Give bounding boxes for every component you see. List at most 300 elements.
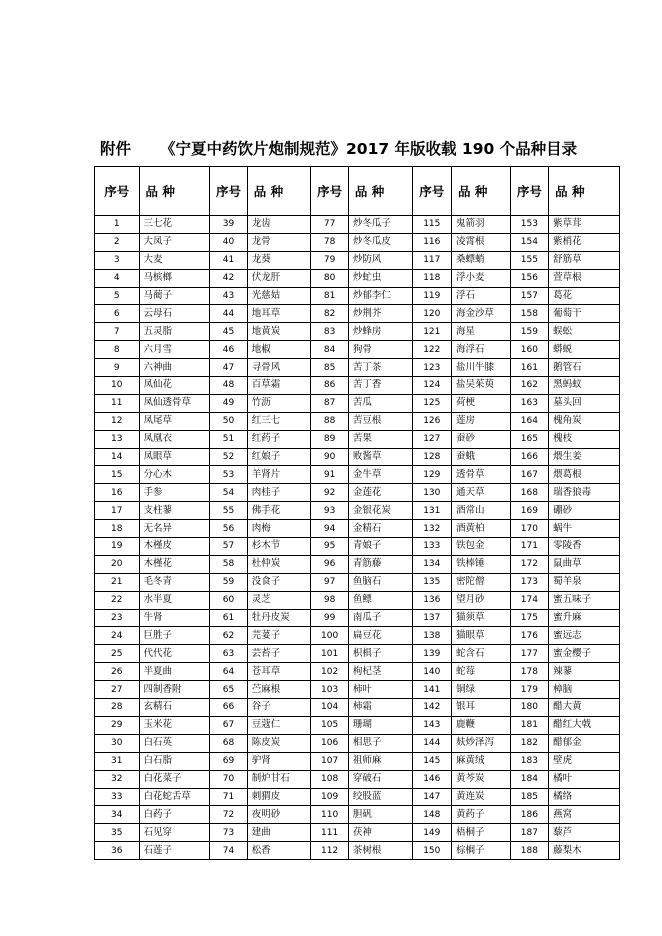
row-number: 69 — [210, 752, 247, 770]
row-number: 60 — [210, 591, 247, 609]
row-number: 103 — [311, 681, 348, 699]
row-number: 13 — [95, 430, 140, 448]
variety-name: 巨胜子 — [139, 627, 210, 645]
row-number: 67 — [210, 716, 247, 734]
table-row — [95, 699, 620, 717]
variety-name: 没食子 — [247, 573, 311, 591]
variety-name: 苎麻根 — [247, 681, 311, 699]
row-number: 33 — [95, 788, 140, 806]
table-row — [95, 466, 620, 484]
row-number: 36 — [95, 842, 140, 860]
row-number: 29 — [95, 716, 140, 734]
table-row — [95, 412, 620, 430]
row-number: 62 — [210, 627, 247, 645]
variety-name: 玉米花 — [139, 716, 210, 734]
row-number: 119 — [412, 287, 451, 305]
variety-name: 灵芝 — [247, 591, 311, 609]
row-number: 173 — [510, 573, 548, 591]
row-number: 112 — [311, 842, 348, 860]
variety-name: 黄药子 — [452, 806, 511, 824]
table-row — [95, 645, 620, 663]
variety-name: 石莲子 — [139, 842, 210, 860]
variety-name: 铜绿 — [452, 681, 511, 699]
row-number: 155 — [510, 251, 548, 269]
variety-name: 海星 — [452, 323, 511, 341]
row-number: 150 — [412, 842, 451, 860]
row-number: 171 — [510, 538, 548, 556]
row-number: 175 — [510, 609, 548, 627]
table-row — [95, 788, 620, 806]
variety-name: 马蔺子 — [139, 287, 210, 305]
row-number: 153 — [510, 216, 548, 234]
row-number: 66 — [210, 699, 247, 717]
row-number: 188 — [510, 842, 548, 860]
variety-name: 木槿花 — [139, 555, 210, 573]
row-number: 132 — [412, 520, 451, 538]
row-number: 31 — [95, 752, 140, 770]
variety-name: 醋大黄 — [549, 699, 620, 717]
variety-name: 蚕砂 — [452, 430, 511, 448]
variety-name: 鱼鳔 — [348, 591, 412, 609]
variety-name: 葡萄干 — [549, 305, 620, 323]
row-number: 133 — [412, 538, 451, 556]
variety-name: 蜜升麻 — [549, 609, 620, 627]
variety-name: 酒常山 — [452, 502, 511, 520]
row-number: 184 — [510, 770, 548, 788]
row-number: 3 — [95, 251, 140, 269]
variety-name: 橘叶 — [549, 770, 620, 788]
row-number: 44 — [210, 305, 247, 323]
variety-name: 芸苔子 — [247, 645, 311, 663]
row-number: 98 — [311, 591, 348, 609]
row-number: 88 — [311, 412, 348, 430]
variety-name: 石见穿 — [139, 824, 210, 842]
variety-name: 地黄炭 — [247, 323, 311, 341]
table-row — [95, 269, 620, 287]
table-row — [95, 716, 620, 734]
variety-name: 龙齿 — [247, 216, 311, 234]
row-number: 16 — [95, 484, 140, 502]
variety-name: 苦豆根 — [348, 412, 412, 430]
row-number: 28 — [95, 699, 140, 717]
variety-name: 竹沥 — [247, 394, 311, 412]
table-row — [95, 824, 620, 842]
row-number: 65 — [210, 681, 247, 699]
row-number: 39 — [210, 216, 247, 234]
variety-name: 佛手花 — [247, 502, 311, 520]
row-number: 17 — [95, 502, 140, 520]
variety-name: 蜜五味子 — [549, 591, 620, 609]
row-number: 32 — [95, 770, 140, 788]
row-number: 26 — [95, 663, 140, 681]
row-number: 124 — [412, 377, 451, 395]
variety-name: 寻骨风 — [247, 359, 311, 377]
variety-name: 盐吴茱萸 — [452, 377, 511, 395]
variety-name: 制炉甘石 — [247, 770, 311, 788]
variety-name: 红药子 — [247, 430, 311, 448]
variety-name: 凤尾草 — [139, 412, 210, 430]
variety-name: 瑞香狼毒 — [549, 484, 620, 502]
variety-name: 白石脂 — [139, 752, 210, 770]
table-row — [95, 806, 620, 824]
variety-name: 金银花炭 — [348, 502, 412, 520]
variety-name: 刺猬皮 — [247, 788, 311, 806]
title-main: 《宁夏中药饮片炮制规范》2017 年版收载 190 个品种目录 — [160, 140, 578, 158]
catalog-table — [94, 166, 620, 860]
table-row — [95, 663, 620, 681]
variety-name: 樟脑 — [549, 681, 620, 699]
row-number: 50 — [210, 412, 247, 430]
row-number: 100 — [311, 627, 348, 645]
variety-name: 青筋藤 — [348, 555, 412, 573]
variety-name: 伏龙肝 — [247, 269, 311, 287]
table-row — [95, 573, 620, 591]
variety-name: 败酱草 — [348, 448, 412, 466]
table-row — [95, 770, 620, 788]
row-number: 181 — [510, 716, 548, 734]
row-number: 138 — [412, 627, 451, 645]
variety-name: 手参 — [139, 484, 210, 502]
variety-name: 地耳草 — [247, 305, 311, 323]
table-row — [95, 394, 620, 412]
variety-name: 鹿鞭 — [452, 716, 511, 734]
row-number: 43 — [210, 287, 247, 305]
variety-name: 地椒 — [247, 341, 311, 359]
variety-name: 相思子 — [348, 734, 412, 752]
row-number: 4 — [95, 269, 140, 287]
row-number: 159 — [510, 323, 548, 341]
variety-name: 铁包金 — [452, 538, 511, 556]
variety-name: 煨葛根 — [549, 466, 620, 484]
variety-name: 红三七 — [247, 412, 311, 430]
row-number: 20 — [95, 555, 140, 573]
variety-name: 扁豆花 — [348, 627, 412, 645]
table-row — [95, 430, 620, 448]
variety-name: 猫眼草 — [452, 627, 511, 645]
row-number: 64 — [210, 663, 247, 681]
variety-name: 分心木 — [139, 466, 210, 484]
variety-name: 莲房 — [452, 412, 511, 430]
row-number: 21 — [95, 573, 140, 591]
row-number: 5 — [95, 287, 140, 305]
table-row — [95, 609, 620, 627]
row-number: 168 — [510, 484, 548, 502]
variety-name: 梧桐子 — [452, 824, 511, 842]
row-number: 178 — [510, 663, 548, 681]
variety-name: 荷梗 — [452, 394, 511, 412]
row-number: 163 — [510, 394, 548, 412]
variety-name: 黄芩炭 — [452, 770, 511, 788]
row-number: 72 — [210, 806, 247, 824]
row-number: 180 — [510, 699, 548, 717]
table-row — [95, 591, 620, 609]
variety-name: 葛花 — [549, 287, 620, 305]
row-number: 134 — [412, 555, 451, 573]
table-header-row — [95, 167, 620, 216]
variety-name: 马槟榔 — [139, 269, 210, 287]
row-number: 52 — [210, 448, 247, 466]
variety-name: 胆矾 — [348, 806, 412, 824]
row-number: 90 — [311, 448, 348, 466]
variety-name: 茯神 — [348, 824, 412, 842]
header-name: 品 种 — [348, 167, 412, 216]
variety-name: 苍耳草 — [247, 663, 311, 681]
variety-name: 白石英 — [139, 734, 210, 752]
row-number: 71 — [210, 788, 247, 806]
document-title — [100, 136, 620, 162]
row-number: 122 — [412, 341, 451, 359]
row-number: 14 — [95, 448, 140, 466]
variety-name: 百草霜 — [247, 377, 311, 395]
row-number: 6 — [95, 305, 140, 323]
row-number: 187 — [510, 824, 548, 842]
variety-name: 祖师麻 — [348, 752, 412, 770]
row-number: 18 — [95, 520, 140, 538]
header-name: 品 种 — [247, 167, 311, 216]
variety-name: 金莲花 — [348, 484, 412, 502]
variety-name: 柿叶 — [348, 681, 412, 699]
variety-name: 谷子 — [247, 699, 311, 717]
row-number: 126 — [412, 412, 451, 430]
row-number: 61 — [210, 609, 247, 627]
variety-name: 煨生姜 — [549, 448, 620, 466]
variety-name: 青娘子 — [348, 538, 412, 556]
variety-name: 龙骨 — [247, 233, 311, 251]
row-number: 174 — [510, 591, 548, 609]
header-number: 序号 — [95, 167, 140, 216]
table-row — [95, 538, 620, 556]
row-number: 83 — [311, 323, 348, 341]
row-number: 143 — [412, 716, 451, 734]
variety-name: 炒蜂房 — [348, 323, 412, 341]
variety-name: 银耳 — [452, 699, 511, 717]
variety-name: 蟒蜕 — [549, 341, 620, 359]
table-body — [95, 216, 620, 860]
row-number: 176 — [510, 627, 548, 645]
variety-name: 橘络 — [549, 788, 620, 806]
row-number: 102 — [311, 663, 348, 681]
row-number: 118 — [412, 269, 451, 287]
row-number: 56 — [210, 520, 247, 538]
variety-name: 代代花 — [139, 645, 210, 663]
variety-name: 炒荆芥 — [348, 305, 412, 323]
row-number: 41 — [210, 251, 247, 269]
variety-name: 大凤子 — [139, 233, 210, 251]
variety-name: 枸杞茎 — [348, 663, 412, 681]
variety-name: 铁棒锤 — [452, 555, 511, 573]
variety-name: 醋郁金 — [549, 734, 620, 752]
row-number: 24 — [95, 627, 140, 645]
variety-name: 大麦 — [139, 251, 210, 269]
row-number: 80 — [311, 269, 348, 287]
variety-name: 水半夏 — [139, 591, 210, 609]
variety-name: 三七花 — [139, 216, 210, 234]
row-number: 46 — [210, 341, 247, 359]
table-row — [95, 842, 620, 860]
row-number: 162 — [510, 377, 548, 395]
row-number: 55 — [210, 502, 247, 520]
variety-name: 松香 — [247, 842, 311, 860]
row-number: 147 — [412, 788, 451, 806]
variety-name: 紫梢花 — [549, 233, 620, 251]
variety-name: 狗骨 — [348, 341, 412, 359]
row-number: 139 — [412, 645, 451, 663]
row-number: 157 — [510, 287, 548, 305]
variety-name: 豆蔻仁 — [247, 716, 311, 734]
variety-name: 炒郁李仁 — [348, 287, 412, 305]
variety-name: 舒筋草 — [549, 251, 620, 269]
variety-name: 鱼脑石 — [348, 573, 412, 591]
variety-name: 苦瓜 — [348, 394, 412, 412]
row-number: 73 — [210, 824, 247, 842]
row-number: 117 — [412, 251, 451, 269]
variety-name: 白花蛇舌草 — [139, 788, 210, 806]
variety-name: 麸炒泽泻 — [452, 734, 511, 752]
table-row — [95, 341, 620, 359]
row-number: 10 — [95, 377, 140, 395]
row-number: 92 — [311, 484, 348, 502]
row-number: 131 — [412, 502, 451, 520]
row-number: 7 — [95, 323, 140, 341]
row-number: 105 — [311, 716, 348, 734]
table-row — [95, 520, 620, 538]
variety-name: 牛肾 — [139, 609, 210, 627]
variety-name: 枳椇子 — [348, 645, 412, 663]
table-row — [95, 555, 620, 573]
variety-name: 海浮石 — [452, 341, 511, 359]
row-number: 19 — [95, 538, 140, 556]
variety-name: 蜜远志 — [549, 627, 620, 645]
variety-name: 鹅管石 — [549, 359, 620, 377]
variety-name: 金牛草 — [348, 466, 412, 484]
row-number: 185 — [510, 788, 548, 806]
row-number: 128 — [412, 448, 451, 466]
row-number: 109 — [311, 788, 348, 806]
row-number: 101 — [311, 645, 348, 663]
header-name: 品 种 — [452, 167, 511, 216]
row-number: 154 — [510, 233, 548, 251]
header-number: 序号 — [210, 167, 247, 216]
variety-name: 凤眼草 — [139, 448, 210, 466]
table-row — [95, 305, 620, 323]
variety-name: 五灵脂 — [139, 323, 210, 341]
title-prefix: 附件 — [100, 140, 132, 158]
row-number: 172 — [510, 555, 548, 573]
row-number: 142 — [412, 699, 451, 717]
row-number: 82 — [311, 305, 348, 323]
row-number: 49 — [210, 394, 247, 412]
row-number: 146 — [412, 770, 451, 788]
variety-name: 杜仲炭 — [247, 555, 311, 573]
variety-name: 建曲 — [247, 824, 311, 842]
row-number: 35 — [95, 824, 140, 842]
header-number: 序号 — [311, 167, 348, 216]
row-number: 89 — [311, 430, 348, 448]
variety-name: 鼠曲草 — [549, 555, 620, 573]
table-row — [95, 251, 620, 269]
row-number: 170 — [510, 520, 548, 538]
variety-name: 茶树根 — [348, 842, 412, 860]
row-number: 1 — [95, 216, 140, 234]
variety-name: 凤仙透骨草 — [139, 394, 210, 412]
variety-name: 杉木节 — [247, 538, 311, 556]
variety-name: 绞股蓝 — [348, 788, 412, 806]
row-number: 148 — [412, 806, 451, 824]
row-number: 87 — [311, 394, 348, 412]
variety-name: 猫须草 — [452, 609, 511, 627]
variety-name: 金精石 — [348, 520, 412, 538]
variety-name: 醋红大戟 — [549, 716, 620, 734]
row-number: 59 — [210, 573, 247, 591]
row-number: 164 — [510, 412, 548, 430]
variety-name: 玄精石 — [139, 699, 210, 717]
variety-name: 苦丁茶 — [348, 359, 412, 377]
variety-name: 墓头回 — [549, 394, 620, 412]
row-number: 53 — [210, 466, 247, 484]
row-number: 78 — [311, 233, 348, 251]
row-number: 77 — [311, 216, 348, 234]
row-number: 79 — [311, 251, 348, 269]
row-number: 169 — [510, 502, 548, 520]
row-number: 108 — [311, 770, 348, 788]
row-number: 34 — [95, 806, 140, 824]
header-number: 序号 — [412, 167, 451, 216]
variety-name: 蜀羊泉 — [549, 573, 620, 591]
row-number: 110 — [311, 806, 348, 824]
row-number: 15 — [95, 466, 140, 484]
variety-name: 苦果 — [348, 430, 412, 448]
row-number: 111 — [311, 824, 348, 842]
variety-name: 通天草 — [452, 484, 511, 502]
row-number: 97 — [311, 573, 348, 591]
variety-name: 柿霜 — [348, 699, 412, 717]
row-number: 125 — [412, 394, 451, 412]
variety-name: 蜜金樱子 — [549, 645, 620, 663]
row-number: 23 — [95, 609, 140, 627]
row-number: 140 — [412, 663, 451, 681]
row-number: 135 — [412, 573, 451, 591]
row-number: 116 — [412, 233, 451, 251]
row-number: 182 — [510, 734, 548, 752]
variety-name: 盐川牛膝 — [452, 359, 511, 377]
variety-name: 苦丁香 — [348, 377, 412, 395]
row-number: 136 — [412, 591, 451, 609]
header-number: 序号 — [510, 167, 548, 216]
variety-name: 驴肾 — [247, 752, 311, 770]
variety-name: 蛇莓 — [452, 663, 511, 681]
row-number: 179 — [510, 681, 548, 699]
table-row — [95, 752, 620, 770]
row-number: 161 — [510, 359, 548, 377]
row-number: 123 — [412, 359, 451, 377]
row-number: 27 — [95, 681, 140, 699]
table-row — [95, 502, 620, 520]
variety-name: 硼砂 — [549, 502, 620, 520]
row-number: 158 — [510, 305, 548, 323]
variety-name: 麻黄绒 — [452, 752, 511, 770]
variety-name: 穿破石 — [348, 770, 412, 788]
row-number: 74 — [210, 842, 247, 860]
table-row — [95, 484, 620, 502]
table-row — [95, 233, 620, 251]
row-number: 166 — [510, 448, 548, 466]
variety-name: 蜈蚣 — [549, 323, 620, 341]
row-number: 145 — [412, 752, 451, 770]
row-number: 54 — [210, 484, 247, 502]
variety-name: 炒冬瓜子 — [348, 216, 412, 234]
row-number: 93 — [311, 502, 348, 520]
row-number: 95 — [311, 538, 348, 556]
